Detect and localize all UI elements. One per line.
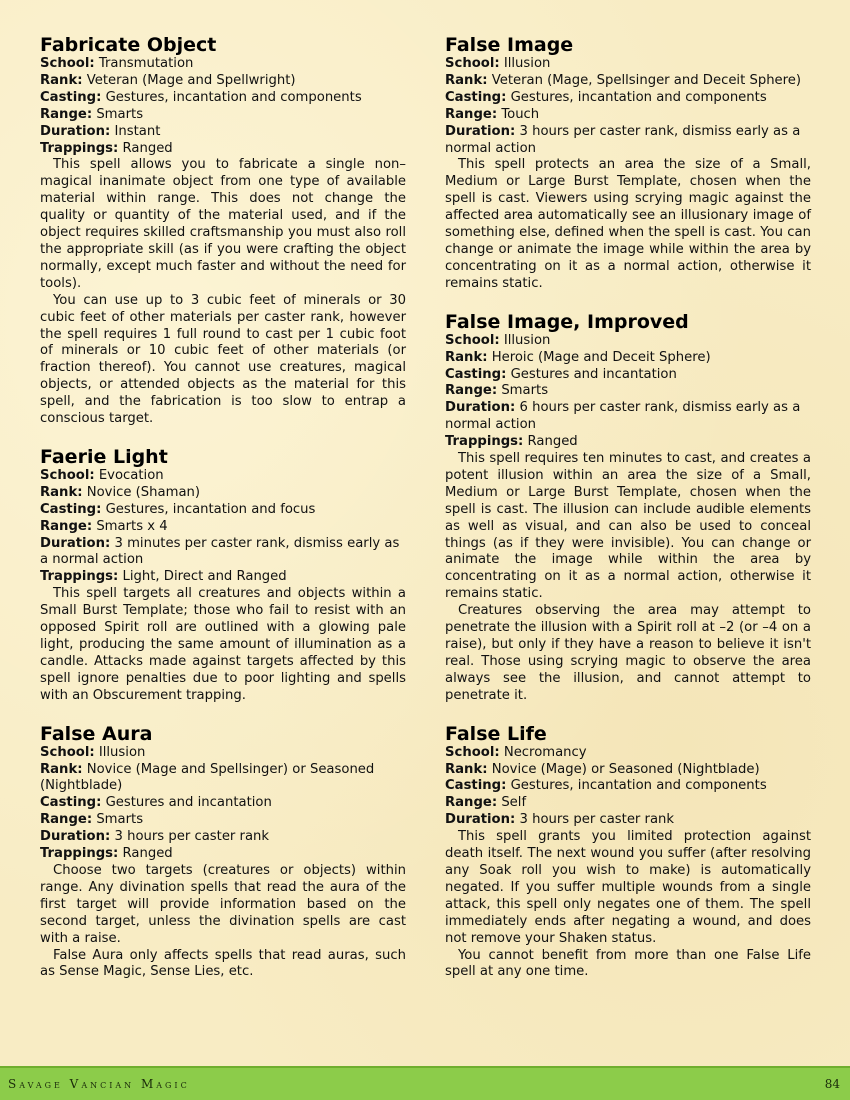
spell-field-range <box>445 383 811 400</box>
field-label: Rank: <box>40 72 83 88</box>
spell-description: This spell requires ten minutes to cast, and creates a potent illusion within an area the size of a Small, Medium or Large Burst Template, chosen when the spell is cast. The illusion can include audible elements as well as visual, and can also be used to conceal things (as if they were invisible). You can change or animate the image while within the area by concentrating on it as a normal action, otherwise it remains static. <box>445 451 811 602</box>
spell-field-casting <box>445 778 811 795</box>
spell-title: False Image, Improved <box>445 310 689 333</box>
field-label: School: <box>40 467 95 483</box>
spell-field-casting <box>445 367 811 384</box>
spell-field-rank <box>445 73 811 90</box>
spell-title: Fabricate Object <box>40 34 217 56</box>
field-label: Rank: <box>445 349 488 365</box>
spell-title: Faerie Light <box>40 445 168 468</box>
field-label: Duration: <box>40 123 111 139</box>
field-value: Necromancy <box>503 744 587 760</box>
spell-title: False Life <box>445 722 547 745</box>
field-label: Casting: <box>445 366 507 382</box>
page-footer <box>0 1066 850 1100</box>
spell-field-casting <box>40 90 406 107</box>
spell-field-school <box>40 745 406 762</box>
field-value: Ranged <box>122 140 173 156</box>
field-label: School: <box>40 744 95 760</box>
spell-field-trappings <box>40 141 406 158</box>
spell-field-rank <box>40 73 406 90</box>
field-value: Illusion <box>98 744 146 760</box>
spell-field-school <box>40 468 406 485</box>
field-label: School: <box>445 56 500 71</box>
field-label: Casting: <box>40 501 102 517</box>
field-label: Trappings: <box>40 140 119 156</box>
field-label: Duration: <box>40 829 111 845</box>
spell-field-trappings <box>40 846 406 863</box>
field-value: Touch <box>501 106 540 122</box>
field-label: Rank: <box>40 484 83 500</box>
spell-field-school <box>445 745 811 762</box>
spell-field-rank <box>40 762 406 796</box>
spell-description: This spell grants you limited protection against death itself. The next wound you suffer (after resolving any Soak roll you wish to make) is automatically negated. If you suffer multiple wounds from a single attack, this spell only negates one of them. The spell immediately ends after negating a wound, and does not remove your Shaken status. <box>445 829 811 946</box>
spell-title: False Image <box>445 34 574 56</box>
spell-field-rank <box>445 350 811 367</box>
field-label: Casting: <box>40 795 102 811</box>
right-column <box>445 34 811 999</box>
field-value: Novice (Mage and Spellsinger) or Seasoned (Nightblade) <box>40 761 375 794</box>
field-label: Range: <box>445 795 498 811</box>
spell-field-casting <box>445 90 811 107</box>
field-label: School: <box>445 744 500 760</box>
field-label: Range: <box>40 106 93 122</box>
field-label: School: <box>445 332 500 348</box>
spell-field-school <box>445 333 811 350</box>
field-label: Rank: <box>40 761 83 777</box>
spell-description: This spell protects an area the size of a Small, Medium or Large Burst Template, chosen when the spell is cast. Viewers using scrying magic against the affected area automatically see an illusionary image of something else, defined when the spell is cast. You can change or animate the image while within the area by concentrating on it as a normal action, otherwise it remains static. <box>445 157 811 291</box>
spell-field-range <box>445 795 811 812</box>
field-value: Gestures, incantation and components <box>510 89 767 105</box>
field-value: Smarts <box>501 383 549 399</box>
spell-field-duration <box>40 829 406 846</box>
field-value: Ranged <box>122 846 173 862</box>
field-value: Novice (Shaman) <box>86 484 201 500</box>
field-label: Range: <box>445 106 498 122</box>
field-label: Range: <box>445 383 498 399</box>
spell-field-range <box>40 107 406 124</box>
spell-description: Choose two targets (creatures or objects) within range. Any divination spells that read the aura of the first target will provide information based on the second target, unless the divination spells are cast with a raise. <box>40 862 406 946</box>
spell-fabricate-object <box>40 34 406 428</box>
field-value: Gestures and incantation <box>105 795 272 811</box>
footer-book-title: Savage Vancian Magic <box>8 1077 190 1091</box>
field-value: Gestures and incantation <box>510 366 677 382</box>
field-value: 3 minutes per caster rank, dismiss early as a normal action <box>40 535 400 568</box>
spell-field-rank <box>40 485 406 502</box>
field-value: 3 hours per caster rank <box>114 829 270 845</box>
field-value: Ranged <box>527 434 578 450</box>
spell-field-school <box>445 56 811 73</box>
spell-field-duration <box>445 812 811 829</box>
spell-field-trappings <box>40 569 406 586</box>
field-value: Smarts x 4 <box>96 518 168 534</box>
spell-description: You can use up to 3 cubic feet of minerals or 30 cubic feet of other materials per caster rank, however the spell requires 1 full round to cast per 1 cubic foot of minerals or 10 cubic feet of other materials (or fraction thereof). You cannot use creatures, magical objects, or attended objects as the material for this spell, and the fabrication is too slow to entrap a conscious target. <box>40 292 406 427</box>
field-value: Gestures, incantation and focus <box>105 501 316 517</box>
field-label: Duration: <box>40 535 111 551</box>
spell-field-range <box>40 519 406 536</box>
spell-description: False Aura only affects spells that read auras, such as Sense Magic, Sense Lies, etc. <box>40 947 406 980</box>
field-label: Duration: <box>445 400 516 416</box>
spell-description: Creatures observing the area may attempt to penetrate the illusion with a Spirit roll at –2 (or –4 on a raise), but only if they have a reason to believe it isn't real. Those using scrying magic to observe the area always see the illusion, and cannot attempt to penetrate it. <box>445 603 811 703</box>
field-value: Evocation <box>98 467 164 483</box>
spell-field-casting <box>40 502 406 519</box>
spell-title: False Aura <box>40 722 153 745</box>
field-value: 3 hours per caster rank, dismiss early as a normal action <box>445 123 801 156</box>
field-value: Veteran (Mage and Spellwright) <box>86 72 296 88</box>
field-label: Range: <box>40 518 93 534</box>
field-label: Duration: <box>445 123 516 139</box>
spell-field-school <box>40 56 406 73</box>
field-label: Casting: <box>445 89 507 105</box>
spell-field-duration <box>40 124 406 141</box>
field-label: Duration: <box>445 812 516 828</box>
spell-description: This spell targets all creatures and objects within a Small Burst Template; those who fail to resist with an opposed Spirit roll are outlined with a glowing pale light, producing the same amount of illumination as a candle. Attacks made against targets affected by this spell ignore penalties due to poor lighting and spells with an Obscurement trapping. <box>40 586 406 703</box>
field-value: Heroic (Mage and Deceit Sphere) <box>491 349 711 365</box>
field-value: Veteran (Mage, Spellsinger and Deceit Sphere) <box>491 72 802 88</box>
field-value: Instant <box>114 123 161 139</box>
field-label: Trappings: <box>40 569 119 585</box>
field-value: Gestures, incantation and components <box>510 778 767 794</box>
field-label: Trappings: <box>445 434 524 450</box>
spell-description: This spell allows you to fabricate a single non–magical inanimate object from one type of available material within range. This does not change the quality or quantity of the material used, and if the object requires skilled craftsmanship you must also roll the appropriate skill (as if you were crafting the object normally, except much faster and without the need for tools). <box>40 157 406 291</box>
field-value: 3 hours per caster rank <box>519 812 675 828</box>
spell-field-range <box>445 107 811 124</box>
spell-false-image-improved <box>445 311 811 705</box>
field-label: Rank: <box>445 761 488 777</box>
field-value: Smarts <box>96 812 144 828</box>
field-label: Casting: <box>40 89 102 105</box>
field-value: Gestures, incantation and components <box>105 89 362 105</box>
field-label: School: <box>40 56 95 71</box>
field-value: Illusion <box>503 56 551 71</box>
left-column <box>40 34 406 999</box>
spell-field-duration <box>445 400 811 434</box>
spell-field-trappings <box>445 434 811 451</box>
field-label: Casting: <box>445 778 507 794</box>
spell-field-casting <box>40 795 406 812</box>
field-value: 6 hours per caster rank, dismiss early as a normal action <box>445 400 801 433</box>
field-value: Transmutation <box>98 56 194 71</box>
spell-false-life <box>445 723 811 982</box>
footer-page-number: 84 <box>824 1077 840 1091</box>
spell-false-aura <box>40 723 406 982</box>
spell-field-duration <box>445 124 811 158</box>
field-value: Smarts <box>96 106 144 122</box>
spell-field-range <box>40 812 406 829</box>
field-value: Novice (Mage) or Seasoned (Nightblade) <box>491 761 760 777</box>
field-value: Illusion <box>503 332 551 348</box>
spell-field-rank <box>445 762 811 779</box>
spell-faerie-light <box>40 446 406 705</box>
field-label: Rank: <box>445 72 488 88</box>
field-value: Self <box>501 795 527 811</box>
spell-false-image <box>445 34 811 293</box>
spell-description: You cannot benefit from more than one False Life spell at any one time. <box>445 947 811 980</box>
field-value: Light, Direct and Ranged <box>122 569 287 585</box>
field-label: Range: <box>40 812 93 828</box>
field-label: Trappings: <box>40 846 119 862</box>
spell-field-duration <box>40 536 406 570</box>
